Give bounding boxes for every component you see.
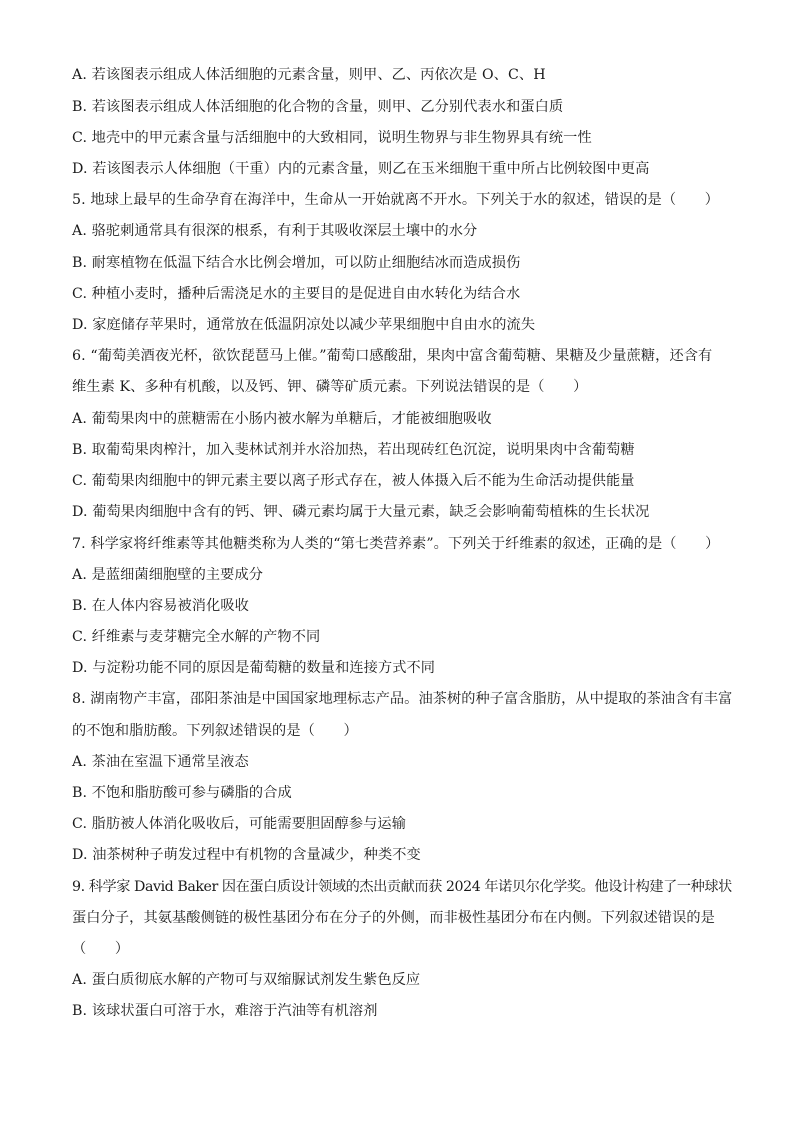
q5-stem: 5. 地球上最早的生命孕育在海洋中，生命从一开始就离不开水。下列关于水的叙述，错误的是（ ） <box>72 192 719 208</box>
q7-option-b: B. 在人体内容易被消化吸收 <box>72 598 249 614</box>
q6-stem-line1: 6. “葡萄美酒夜光杯，欲饮琵琶马上催。”葡萄口感酸甜，果肉中富含葡萄糖、果糖及少量蔗糖，还含有 <box>72 348 713 364</box>
q8-option-d: D. 油茶树种子萌发过程中有机物的含量减少，种类不变 <box>72 847 421 863</box>
q7-option-c: C. 纤维素与麦芽糖完全水解的产物不同 <box>72 629 321 645</box>
q8-option-b: B. 不饱和脂肪酸可参与磷脂的合成 <box>72 785 292 801</box>
q5-option-b: B. 耐寒植物在低温下结合水比例会增加，可以防止细胞结冰而造成损伤 <box>72 255 521 271</box>
q4-option-b: B. 若该图表示组成人体活细胞的化合物的含量，则甲、乙分别代表水和蛋白质 <box>72 99 564 115</box>
q6-option-d: D. 葡萄果肉细胞中含有的钙、钾、磷元素均属于大量元素，缺乏会影响葡萄植株的生长状况 <box>72 504 650 520</box>
q4-option-c: C. 地壳中的甲元素含量与活细胞中的大致相同，说明生物界与非生物界具有统一性 <box>72 130 592 146</box>
q4-option-a: A. 若该图表示组成人体活细胞的元素含量，则甲、乙、丙依次是 O、C、H <box>72 67 546 83</box>
q7-stem: 7. 科学家将纤维素等其他糖类称为人类的“第七类营养素”。下列关于纤维素的叙述，正确的是（ ） <box>72 536 720 552</box>
q4-option-d: D. 若该图表示人体细胞（干重）内的元素含量，则乙在玉米细胞干重中所占比例较图中更高 <box>72 161 650 177</box>
q7-option-a: A. 是蓝细菌细胞壁的主要成分 <box>72 567 264 583</box>
q9-stem-line3: （ ） <box>72 941 130 957</box>
q8-option-a: A. 茶油在室温下通常呈液态 <box>72 754 249 770</box>
q6-option-c: C. 葡萄果肉细胞中的钾元素主要以离子形式存在，被人体摄入后不能为生命活动提供能量 <box>72 473 635 489</box>
q9-stem-line2: 蛋白分子，其氨基酸侧链的极性基团分布在分子的外侧，而非极性基团分布在内侧。下列叙述错误的是 <box>72 910 715 926</box>
q7-option-d: D. 与淀粉功能不同的原因是葡萄糖的数量和连接方式不同 <box>72 660 436 676</box>
q8-stem-line1: 8. 湖南物产丰富，邵阳茶油是中国国家地理标志产品。油茶树的种子富含脂肪，从中提取的茶油含有丰富 <box>72 691 733 707</box>
q5-option-c: C. 种植小麦时，播种后需浇足水的主要目的是促进自由水转化为结合水 <box>72 286 521 302</box>
q9-option-a: A. 蛋白质彻底水解的产物可与双缩脲试剂发生紫色反应 <box>72 972 421 988</box>
q9-stem-line1: 9. 科学家 David Baker 因在蛋白质设计领域的杰出贡献而获 2024 年诺贝尔化学奖。他设计构建了一种球状 <box>72 879 732 895</box>
q6-option-a: A. 葡萄果肉中的蔗糖需在小肠内被水解为单糖后，才能被细胞吸收 <box>72 411 492 427</box>
q5-option-a: A. 骆驼刺通常具有很深的根系，有利于其吸收深层土壤中的水分 <box>72 223 478 239</box>
q6-stem-line2: 维生素 K、多种有机酸，以及钙、钾、磷等矿质元素。下列说法错误的是（ ） <box>72 379 588 395</box>
q6-option-b: B. 取葡萄果肉榨汁，加入斐林试剂并水浴加热，若出现砖红色沉淀，说明果肉中含葡萄糖 <box>72 442 635 458</box>
q8-stem-line2: 的不饱和脂肪酸。下列叙述错误的是（ ） <box>72 723 358 739</box>
q5-option-d: D. 家庭储存苹果时，通常放在低温阴凉处以减少苹果细胞中自由水的流失 <box>72 317 536 333</box>
q8-option-c: C. 脂肪被人体消化吸收后，可能需要胆固醇参与运输 <box>72 816 406 832</box>
q9-option-b: B. 该球状蛋白可溶于水，难溶于汽油等有机溶剂 <box>72 1003 378 1019</box>
